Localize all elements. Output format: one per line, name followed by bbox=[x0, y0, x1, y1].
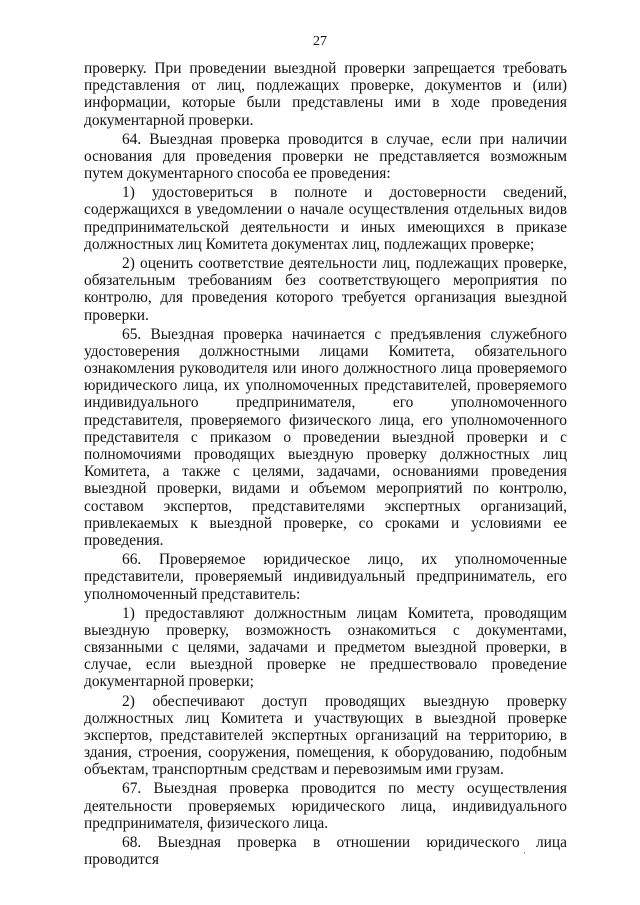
paragraph-66-item-1: 1) предоставляют должностным лицам Комитета, проводящим выездную проверку, возможность ознакомиться с документами, связанными с целями, задачами и предметом выездной проверки, в случае, если выездной проверке не предшествовало проведение документарной проверки; bbox=[84, 604, 567, 691]
paragraph-64-item-1: 1) удостовериться в полноте и достоверности сведений, содержащихся в уведомлении о начале осуществления отдельных видов предпринимательской деятельности и иных имеющихся в приказе должностных лиц Комитета документах лиц, подлежащих проверке; bbox=[84, 184, 567, 253]
paragraph-66-item-2: 2) обеспечивают доступ проводящих выездную проверку должностных лиц Комитета и участвующих в выездной проверке экспертов, представителей экспертных организаций на территорию, в здания, строения, сооружения, помещения, к оборудованию, подобным объектам, транспортным средствам и перевозимым ими грузам. bbox=[84, 692, 567, 779]
paragraph-64: 64. Выездная проверка проводится в случае, если при наличии основания для проведения проверки не представляется возможным путем документарного способа ее проведения: bbox=[84, 130, 567, 183]
paragraph-66: 66. Проверяемое юридическое лицо, их уполномоченные представители, проверяемый индивидуальный предприниматель, его уполномоченный представитель: bbox=[84, 551, 567, 603]
document-body bbox=[84, 60, 567, 870]
paragraph-65: 65. Выездная проверка начинается с предъявления служебного удостоверения должностными лицами Комитета, обязательного ознакомления руководителя или иного должностного лица проверяемого юридического лица, их уполномоченных представителей, проверяемого индивидуального предпринимателя, его уполномоченного представителя, проверяемого физического лица, его уполномоченного представителя с приказом о проведении выездной проверки и с полномочиями проводящих выездную проверку должностных лиц Комитета, а также с целями, задачами, основаниями проведения выездной проверки, видами и объемом мероприятий по контролю, составом экспертов, представителями экспертных организаций, привлекаемых к выездной проверке, со сроками и условиями ее проведения. bbox=[84, 325, 567, 550]
paragraph-continuation: проверку. При проведении выездной проверки запрещается требовать представления от лиц, подлежащих проверке, документов и (или) информации, которые были представлены ими в ходе проведения документарной проверки. bbox=[84, 60, 567, 129]
scan-speck bbox=[524, 852, 525, 854]
paragraph-68: 68. Выездная проверка в отношении юридического лица проводится bbox=[84, 833, 567, 869]
page-number: 27 bbox=[313, 34, 327, 49]
paragraph-64-item-2: 2) оценить соответствие деятельности лиц, подлежащих проверке, обязательным требованиям без соответствующего мероприятия по контролю, для проведения которого требуется организация выездной проверки. bbox=[84, 254, 567, 324]
paragraph-67: 67. Выездная проверка проводится по месту осуществления деятельности проверяемых юридического лица, индивидуального предпринимателя, физического лица. bbox=[84, 780, 567, 832]
